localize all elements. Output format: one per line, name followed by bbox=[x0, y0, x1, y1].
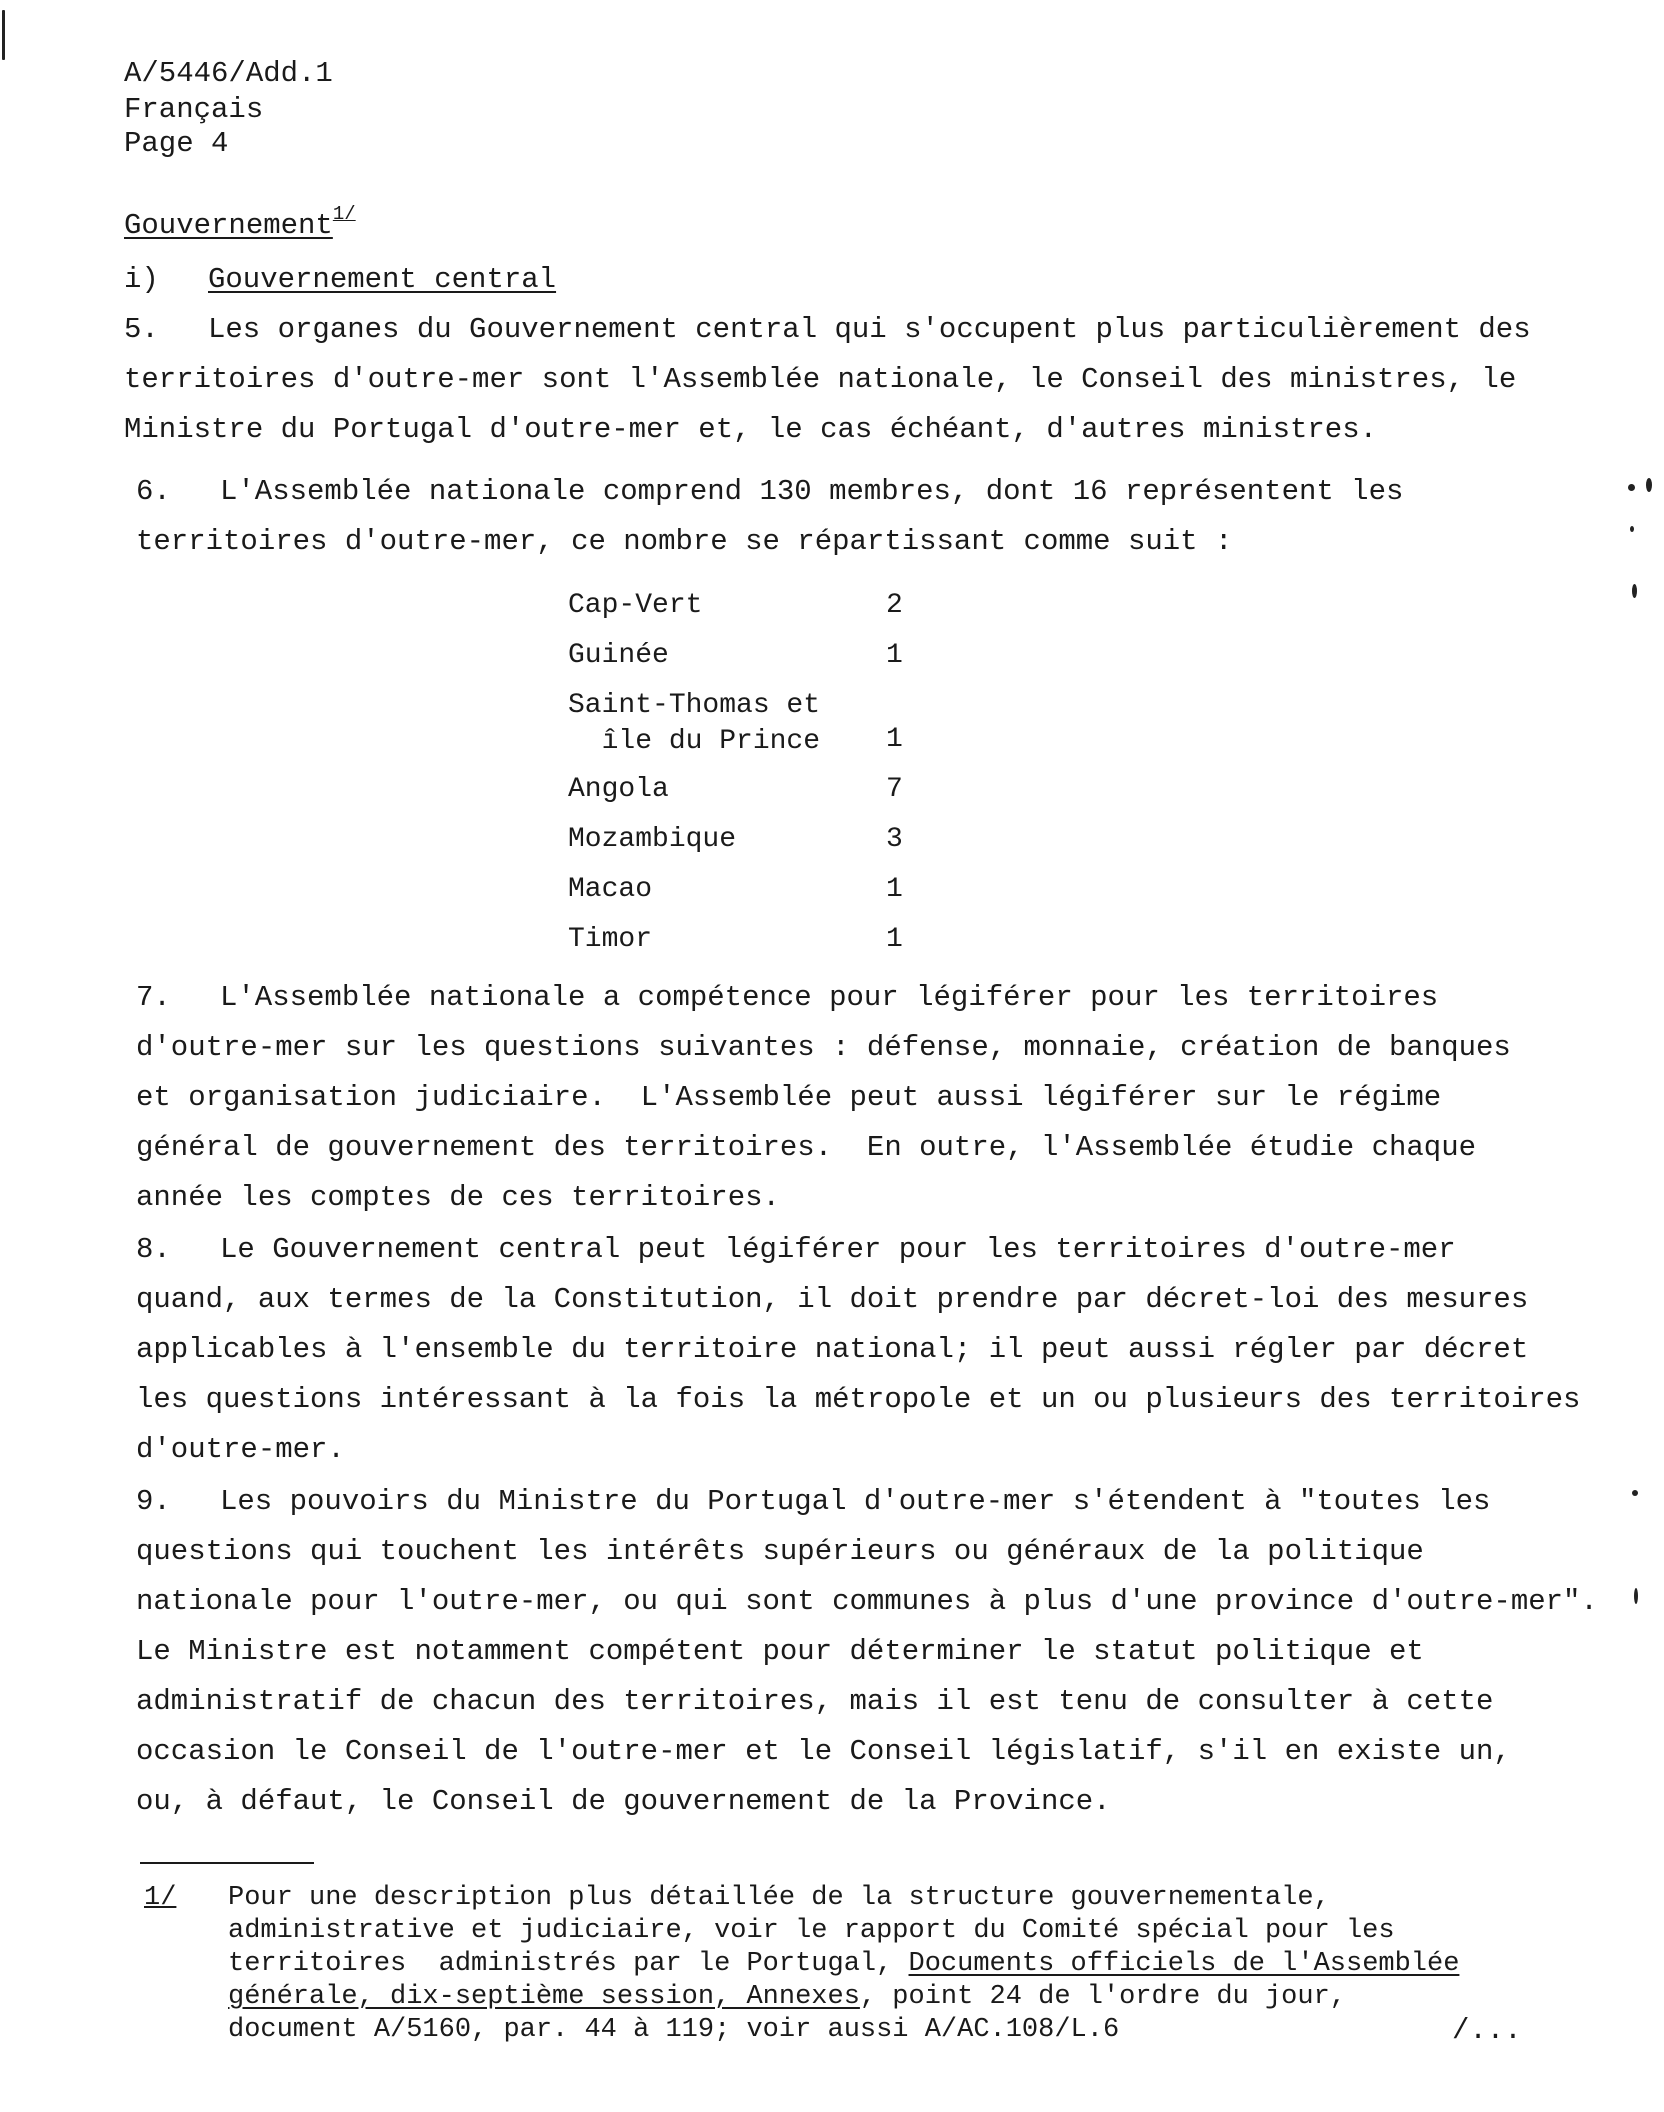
table-row bbox=[568, 638, 928, 688]
table-row bbox=[568, 872, 928, 922]
para8-line-3: applicables à l'ensemble du territoire national; il peut aussi régler par décret bbox=[136, 1333, 1529, 1366]
footnote-reference: 1/ bbox=[332, 203, 356, 225]
scan-speck bbox=[1632, 584, 1637, 598]
subsection-number: i) bbox=[124, 263, 159, 296]
para8-line-5: d'outre-mer. bbox=[136, 1433, 345, 1466]
para9-line-4: Le Ministre est notamment compétent pour déterminer le statut politique et bbox=[136, 1635, 1424, 1668]
para6-line-1: 6. L'Assemblée nationale comprend 130 membres, dont 16 représentent les bbox=[136, 475, 1404, 508]
scan-speck bbox=[1634, 1588, 1638, 1604]
subsection-title bbox=[124, 262, 556, 298]
para9-number: 9. bbox=[136, 1485, 171, 1518]
para8-line-2: quand, aux termes de la Constitution, il doit prendre par décret-loi des mesures bbox=[136, 1283, 1529, 1316]
document-symbol: A/5446/Add.1 bbox=[124, 57, 333, 90]
scan-speck bbox=[1632, 1490, 1638, 1496]
seat-count: 1 bbox=[886, 724, 903, 755]
footnote-line-4: générale, dix-septième session, Annexes, point 24 de l'ordre du jour, bbox=[228, 1982, 1346, 2012]
footnote-text bbox=[228, 1882, 1568, 2047]
footnote-mark: 1/ bbox=[144, 1883, 177, 1913]
territory-name: Guinée bbox=[568, 640, 669, 671]
para5-number: 5. bbox=[124, 313, 159, 346]
footnote-divider bbox=[140, 1862, 314, 1864]
para9-line-5: administratif de chacun des territoires, mais il est tenu de consulter à cette bbox=[136, 1685, 1494, 1718]
territory-name: Cap-Vert bbox=[568, 590, 703, 621]
scan-speck bbox=[2, 10, 5, 60]
para7-line-5: année les comptes de ces territoires. bbox=[136, 1181, 780, 1214]
para7-line-1: 7. L'Assemblée nationale a compétence pour légiférer pour les territoires bbox=[136, 981, 1439, 1014]
document-language: Français bbox=[124, 93, 264, 126]
para7-number: 7. bbox=[136, 981, 171, 1014]
para7-line-3: et organisation judiciaire. L'Assemblée peut aussi légiférer sur le régime bbox=[136, 1081, 1442, 1114]
seat-count: 3 bbox=[886, 824, 903, 855]
para7-line-2: d'outre-mer sur les questions suivantes : défense, monnaie, création de banques bbox=[136, 1031, 1511, 1064]
territory-name: Macao bbox=[568, 874, 653, 905]
table-row bbox=[568, 922, 928, 972]
table-row bbox=[568, 822, 928, 872]
seat-count: 2 bbox=[886, 590, 903, 621]
para9-line-6: occasion le Conseil de l'outre-mer et le Conseil législatif, s'il en existe un, bbox=[136, 1735, 1511, 1768]
continuation-mark: /... bbox=[1452, 2014, 1522, 2047]
seat-distribution-table bbox=[568, 588, 928, 972]
territory-name: Timor bbox=[568, 924, 653, 955]
para6-number: 6. bbox=[136, 475, 171, 508]
scan-speck bbox=[1628, 484, 1635, 491]
para6-line-2: territoires d'outre-mer, ce nombre se répartissant comme suit : bbox=[136, 525, 1233, 558]
para9-line-2: questions qui touchent les intérêts supérieurs ou généraux de la politique bbox=[136, 1535, 1424, 1568]
section-title bbox=[124, 203, 356, 246]
para8-line-1: 8. Le Gouvernement central peut légiférer pour les territoires d'outre-mer bbox=[136, 1233, 1456, 1266]
para5-line-3: Ministre du Portugal d'outre-mer et, le cas échéant, d'autres ministres. bbox=[124, 413, 1378, 446]
para9-line-1: 9. Les pouvoirs du Ministre du Portugal d'outre-mer s'étendent à "toutes les bbox=[136, 1485, 1491, 1518]
official-records-citation-cont: générale, dix-septième session, Annexes bbox=[228, 1982, 860, 2012]
footnote-line-3: territoires administrés par le Portugal, Documents officiels de l'Assemblée bbox=[228, 1949, 1460, 1979]
para5-line-1: 5. Les organes du Gouvernement central qui s'occupent plus particulièrement des bbox=[124, 313, 1531, 346]
seat-count: 1 bbox=[886, 640, 903, 671]
seat-count: 7 bbox=[886, 774, 903, 805]
para9-line-7: ou, à défaut, le Conseil de gouvernement de la Province. bbox=[136, 1785, 1111, 1818]
official-records-citation: Documents officiels de l'Assemblée bbox=[908, 1949, 1460, 1979]
para8-number: 8. bbox=[136, 1233, 171, 1266]
territory-name: Mozambique bbox=[568, 824, 737, 855]
territory-name: Angola bbox=[568, 774, 669, 805]
scan-speck bbox=[1630, 526, 1634, 532]
seat-count: 1 bbox=[886, 874, 903, 905]
footnote-line-5: document A/5160, par. 44 à 119; voir aussi A/AC.108/L.6 bbox=[228, 2015, 1120, 2045]
footnote-line-1: Pour une description plus détaillée de la structure gouvernementale, bbox=[228, 1883, 1330, 1913]
scan-speck bbox=[1646, 478, 1652, 492]
para7-line-4: général de gouvernement des territoires. En outre, l'Assemblée étudie chaque bbox=[136, 1131, 1477, 1164]
table-row bbox=[568, 688, 928, 772]
page-number: Page 4 bbox=[124, 127, 229, 160]
para5-line-2: territoires d'outre-mer sont l'Assemblée nationale, le Conseil des ministres, le bbox=[124, 363, 1517, 396]
table-row bbox=[568, 588, 928, 638]
section-title-text: Gouvernement bbox=[124, 209, 333, 242]
subsection-title-text: Gouvernement central bbox=[208, 263, 557, 296]
territory-name: Saint-Thomas et île du Prince bbox=[568, 690, 821, 757]
seat-count: 1 bbox=[886, 924, 903, 955]
para9-line-3: nationale pour l'outre-mer, ou qui sont communes à plus d'une province d'outre-mer". bbox=[136, 1585, 1598, 1618]
para8-line-4: les questions intéressant à la fois la métropole et un ou plusieurs des territoires bbox=[136, 1383, 1581, 1416]
table-row bbox=[568, 772, 928, 822]
footnote-line-2: administrative et judiciaire, voir le rapport du Comité spécial pour les bbox=[228, 1916, 1395, 1946]
